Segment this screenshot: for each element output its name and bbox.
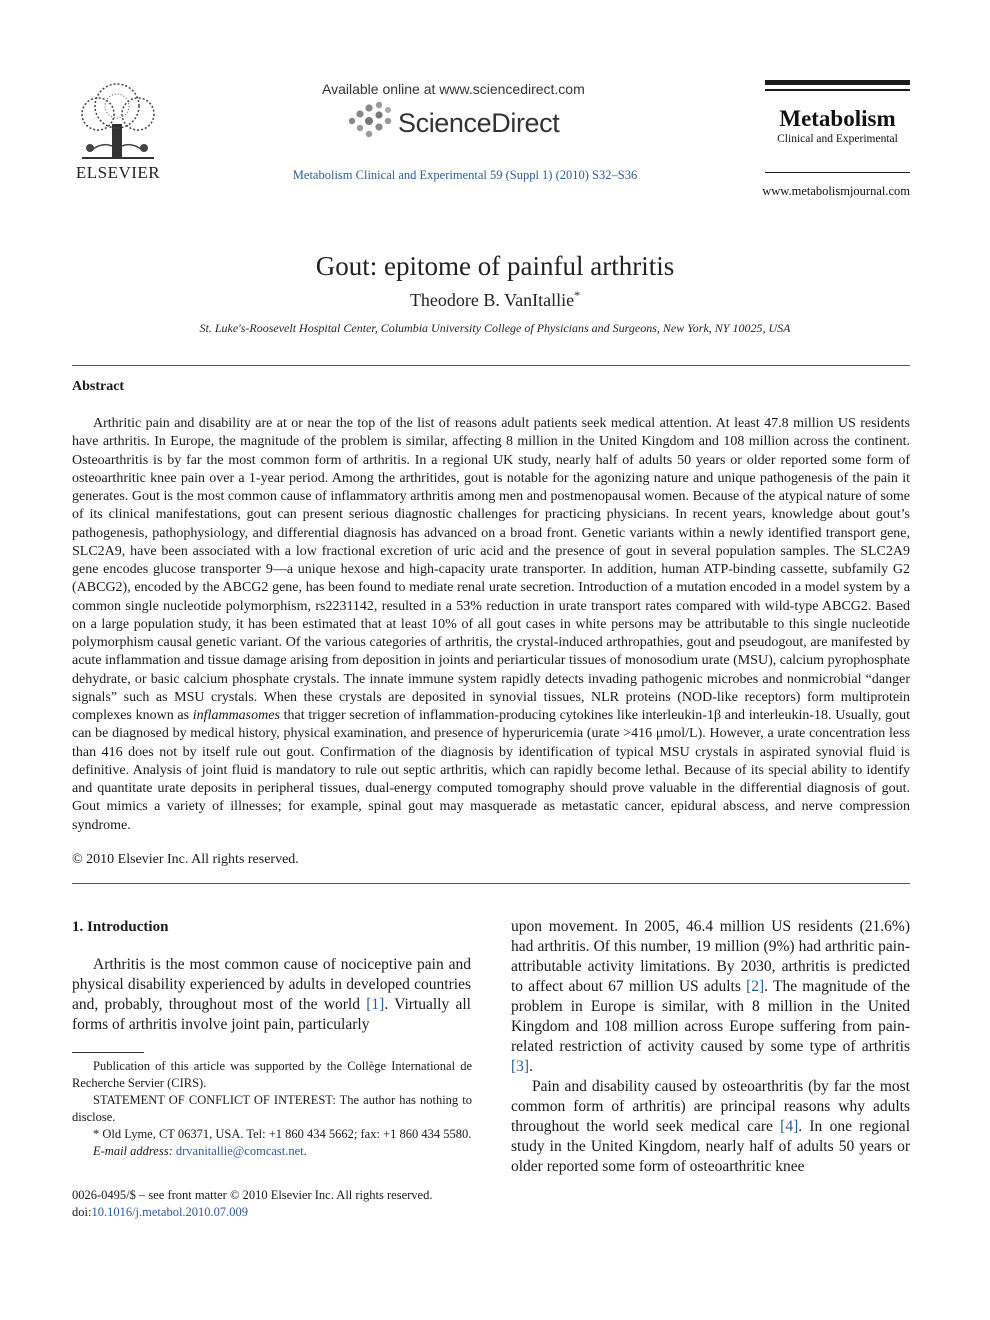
paragraph-text: Arthritis is the most common cause of nociceptive pain and physical disability experienced by adults in developed countries and, probably, throughout most of the world	[72, 956, 471, 1013]
author-footnote-mark[interactable]: *	[574, 288, 581, 302]
journal-title: Metabolism	[779, 106, 896, 131]
paragraph-text: Pain and disability caused by osteoarthritis (by far the most common form of arthritis) are principal reasons why adults throughout the world seek medical care	[511, 1078, 910, 1135]
citation-link[interactable]: [2]	[746, 978, 765, 995]
sciencedirect-logo[interactable]	[346, 101, 586, 141]
left-column	[72, 917, 471, 1035]
abstract-heading: Abstract	[72, 379, 125, 394]
journal-masthead-rule	[765, 172, 910, 173]
email-end: .	[303, 1144, 307, 1158]
right-column	[511, 917, 910, 1177]
journal-masthead-rule	[765, 89, 910, 91]
abstract-italic-term: inflammasomes	[192, 708, 280, 723]
citation-link[interactable]: [4]	[780, 1118, 799, 1135]
intro-paragraph-1-continued	[511, 917, 910, 1077]
abstract-text-part: Arthritic pain and disability are at or near the top of the list of reasons adult patients seek medical attention. At least 47.8 million US residents have arthritis. In Europe, the magnitude of the problem is similar, affecting 8 million in the United Kingdom and 108 million across the continent. Osteoarthritis is by far the most common form of arthritis. In a regional UK study, nearly half of adults 50 years or older reported some form of osteoarthritic knee pain over a 1-year period. Among the arthritides, gout is notable for the agonizing nature and unique pathogenesis of the pain it generates. Gout is the most common cause of inflammatory arthritis among men and postmenopausal women. Because of the atypical nature of some of its clinical manifestations, gout can present serious diagnostic challenges for practicing physicians. In recent years, knowledge about gout’s pathogenesis, pathophysiology, and differential diagnosis has advanced on a broad front. Genetic variants within a newly identified transport gene, SLC2A9, have been associated with a low fractional excretion of uric acid and the presence of gout in several population samples. The SLC2A9 gene encodes glucose transporter 9—a unique hexose and high-capacity urate transporter. In addition, human ATP-binding cassette, subfamily G2 (ABCG2), encoded by the ABCG2 gene, has been found to mediate renal urate secretion. Introduction of a mutation encoded in a model system by a common single nucleotide polymorphism, rs2231142, resulted in a 53% reduction in urate transport rates compared with wild-type ABCG2. Based on a large population study, it has been estimated that at least 10% of all gout cases in white persons may be attributable to this single nucleotide polymorphism causal genetic variant. Of the various categories of arthritis, the crystal-induced arthropathies, gout and pseudogout, are manifested by acute inflammation and tissue damage arising from deposition in joints and periarticular tissues of monosodium urate (MSU), calcium pyrophosphate dehydrate, or basic calcium phosphate crystals. The innate immune system rapidly detects invading pathogenic microbes and nonmicrobial “danger signals” such as MSU crystals. When these crystals are deposited in synovial tissues, NLR proteins (NOD-like receptors) form multiprotein complexes known as	[72, 416, 910, 723]
paragraph-text: . Virtually all forms of arthritis involve joint pain, particularly	[72, 996, 471, 1033]
funding-footnote: Publication of this article was supported by the Collège International de Recherche Servier (CIRS).	[72, 1059, 472, 1090]
journal-url[interactable]: www.metabolismjournal.com	[762, 184, 910, 198]
paragraph-text: . In one regional study in the United Kingdom, nearly half of adults 50 years or older reported some form of osteoarthritic knee	[511, 1118, 910, 1175]
journal-citation[interactable]: Metabolism Clinical and Experimental 59 (Suppl 1) (2010) S32–S36	[292, 168, 638, 182]
issn-line: 0026-0495/$ – see front matter © 2010 Elsevier Inc. All rights reserved.	[72, 1188, 433, 1202]
email-link[interactable]: drvanitallie@comcast.net	[175, 1144, 304, 1158]
paragraph-text: upon movement. In 2005, 46.4 million US residents (21.6%) had arthritis. Of this number, 19 million (9%) had arthritic pain-attributable activity limitations. By 2030, arthritis is predicted to affect about 67 million US adults	[511, 918, 910, 995]
doi-label: doi:	[72, 1205, 92, 1219]
front-matter	[72, 1187, 472, 1221]
intro-paragraph-1	[72, 955, 471, 1035]
author-name: Theodore B. VanItallie	[409, 290, 575, 310]
article-title: Gout: epitome of painful arthritis	[315, 251, 675, 281]
abstract-text	[72, 415, 910, 835]
sciencedirect-wordmark: ScienceDirect	[398, 108, 560, 138]
author-affiliation: St. Luke's-Roosevelt Hospital Center, Columbia University College of Physicians and Surgeons, New York, NY 10025, USA	[199, 321, 791, 335]
abstract-bottom-rule	[72, 883, 910, 884]
contact-footnote: * Old Lyme, CT 06371, USA. Tel: +1 860 434 5662; fax: +1 860 434 5580.	[93, 1127, 472, 1141]
available-online-text: Available online at www.sciencedirect.com	[322, 81, 585, 97]
abstract-top-rule	[72, 365, 910, 366]
footnote-rule	[72, 1052, 144, 1053]
citation-link[interactable]: [1]	[366, 996, 385, 1013]
paragraph-text: . The magnitude of the problem in Europe is similar, with 8 million in the United Kingdom and 108 million across Europe suffering from pain-related restriction of activity caused by some type of arthritis	[511, 978, 910, 1055]
publisher-name: ELSEVIER	[75, 163, 161, 182]
doi-link[interactable]: 10.1016/j.metabol.2010.07.009	[91, 1205, 249, 1219]
footnotes	[72, 1058, 472, 1160]
email-footnote	[72, 1143, 472, 1160]
journal-subtitle: Clinical and Experimental	[777, 133, 898, 145]
intro-paragraph-2	[511, 1077, 910, 1177]
journal-masthead-rule	[765, 80, 910, 85]
abstract-copyright: © 2010 Elsevier Inc. All rights reserved.	[72, 852, 299, 867]
conflict-footnote: STATEMENT OF CONFLICT OF INTEREST: The author has nothing to disclose.	[72, 1093, 472, 1124]
elsevier-tree-icon	[72, 80, 164, 162]
email-label: E-mail address:	[93, 1144, 173, 1158]
abstract-text-part: that trigger secretion of inflammation-producing cytokines like interleukin-1β and interleukin-18. Usually, gout can be diagnosed by medical history, physical examination, and presence of hyperuricemia (urate >416 μmol/L). However, a urate concentration less than 416 does not by itself rule out gout. Confirmation of the diagnosis by identification of typical MSU crystals in aspirated synovial fluid is definitive. Analysis of joint fluid is mandatory to rule out septic arthritis, which can rapidly become lethal. Because of its special ability to identify and quantitate urate deposits in peripheral tissues, dual-energy computed tomography should prove valuable in the differential diagnosis of gout. Gout mimics a variety of illnesses; for example, spinal gout may masquerade as metastatic cancer, epidural abscess, and nerve compression syndrome.	[72, 708, 910, 833]
citation-link[interactable]: [3]	[511, 1058, 530, 1075]
author-line	[0, 290, 990, 311]
sciencedirect-dots-icon	[346, 101, 398, 141]
doi-line	[72, 1204, 472, 1221]
paragraph-text: .	[529, 1058, 533, 1075]
section-heading: 1. Introduction	[72, 919, 169, 935]
